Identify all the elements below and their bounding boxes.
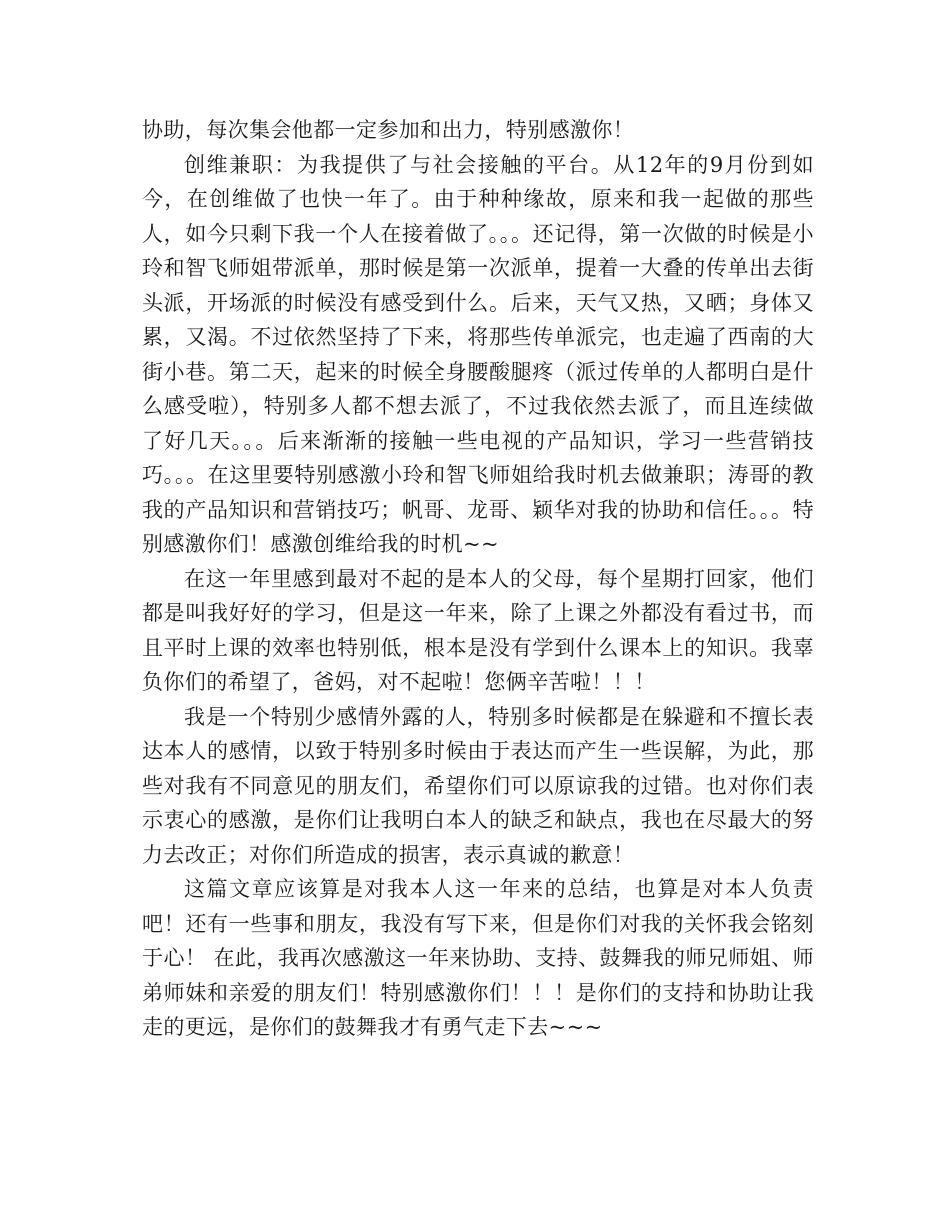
paragraph-conclusion: 这篇文章应该算是对我本人这一年来的总结，也算是对本人负责吧！还有一些事和朋友，我没有写下来，但是你们对我的关怀我会铭刻于心！ 在此，我再次感激这一年来协助、支持、鼓舞我的师兄师姐、师弟师妹和亲爱的朋友们！特别感激你们！！！是你们的支持和协助让我走的更远，是你们的鼓舞我才有勇气走下去~~~ xyxy=(142,877,814,1039)
paragraph-apology: 我是一个特别少感情外露的人，特别多时候都是在躲避和不擅长表达本人的感情，以致于特别多时候由于表达而产生一些误解，为此，那些对我有不同意见的朋友们，希望你们可以原谅我的过错。也对你们表示衷心的感激，是你们让我明白本人的缺乏和缺点，我也在尽最大的努力去改正；对你们所造成的损害，表示真诚的歉意！ xyxy=(142,704,814,867)
paragraph-continuation: 协助，每次集会他都一定参加和出力，特别感激你！ xyxy=(142,118,635,142)
paragraph-skyworth-parttime: 创维兼职：为我提供了与社会接触的平台。从12年的9月份到如今，在创维做了也快一年了。由于种种缘故，原来和我一起做的那些人，如今只剩下我一个人在接着做了。。。还记得，第一次做的时候是小玲和智飞师姐带派单，那时候是第一次派单，提着一大叠的传单出去街头派，开场派的时候没有感受到什么。后来，天气又热，又晒；身体又累，又渴。不过依然坚持了下来，将那些传单派完，也走遍了西南的大街小巷。第二天，起来的时候全身腰酸腿疼（派过传单的人都明白是什么感受啦），特别多人都不想去派了，不过我依然去派了，而且连续做了好几天。。。后来渐渐的接触一些电视的产品知识，学习一些营销技巧。。。在这里要特别感激小玲和智飞师姐给我时机去做兼职；涛哥的教我的产品知识和营销技巧；帆哥、龙哥、颖华对我的协助和信任。。。特别感激你们！感激创维给我的时机~~ xyxy=(142,152,814,556)
document-body xyxy=(142,113,814,1045)
paragraph-parents: 在这一年里感到最对不起的是本人的父母，每个星期打回家，他们都是叫我好好的学习，但是这一年来，除了上课之外都没有看过书，而且平时上课的效率也特别低，根本是没有学到什么课本上的知识。我辜负你们的希望了，爸妈，对不起啦！您俩辛苦啦！！！ xyxy=(142,566,814,694)
